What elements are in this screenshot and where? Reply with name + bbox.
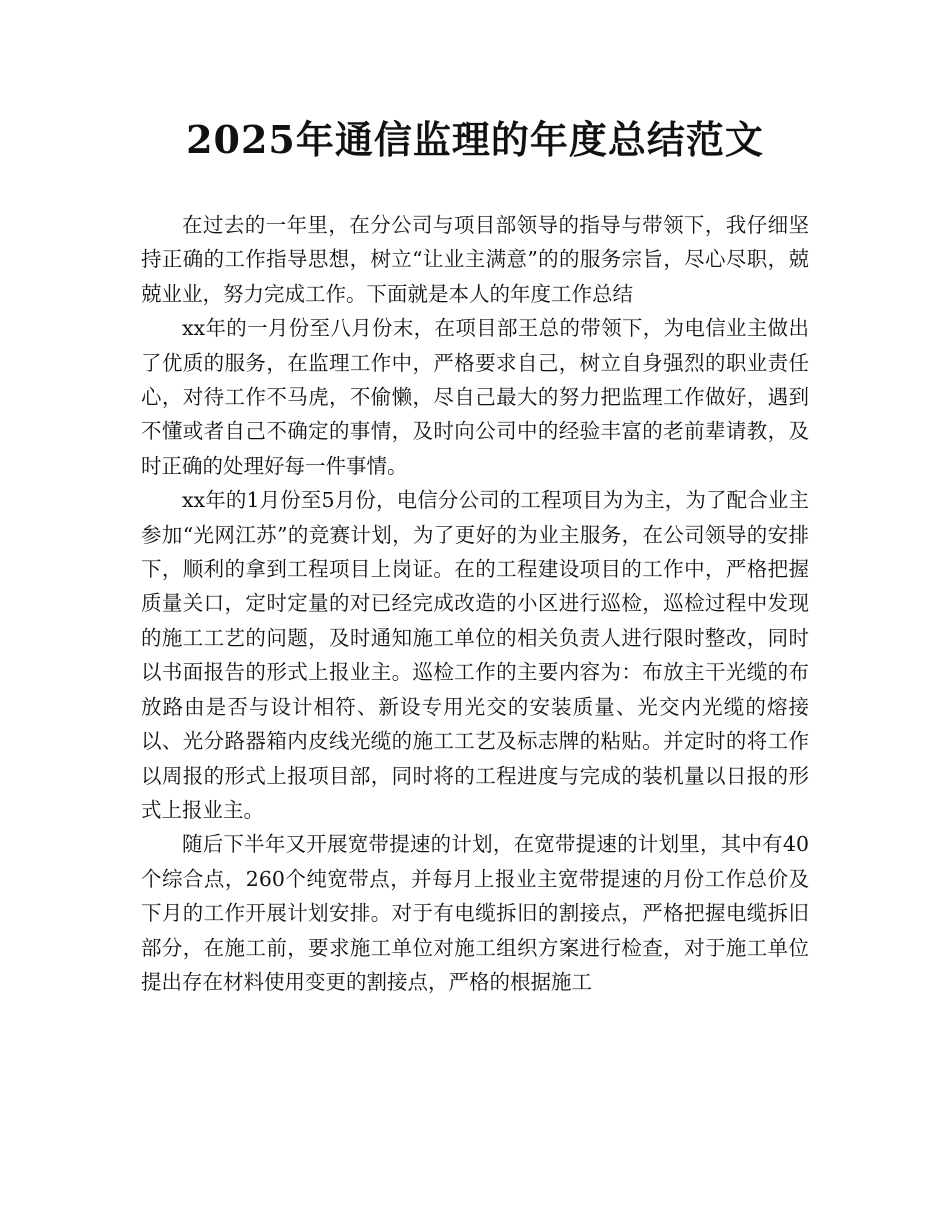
paragraph-4: 随后下半年又开展宽带提速的计划，在宽带提速的计划里，其中有40个综合点，260个纯宽带点，并每月上报业主宽带提速的月份工作总价及下月的工作开展计划安排。对于有电缆拆旧的割接点，严格把握电缆拆旧部分，在施工前，要求施工单位对施工组织方案进行检查，对于施工单位提出存在材料使用变更的割接点，严格的根据施工	[141, 832, 809, 994]
document-body	[141, 208, 809, 999]
paragraph-1: 在过去的一年里，在分公司与项目部领导的指导与带领下，我仔细坚持正确的工作指导思想，树立“让业主满意”的的服务宗旨，尽心尽职，兢兢业业，努力完成工作。下面就是本人的年度工作总结	[141, 213, 809, 306]
paragraph-3: xx年的1月份至5月份，电信分公司的工程项目为为主，为了配合业主参加“光网江苏”的竞赛计划，为了更好的为业主服务，在公司领导的安排下，顺利的拿到工程项目上岗证。在的工程建设项目的工作中，严格把握质量关口，定时定量的对已经完成改造的小区进行巡检，巡检过程中发现的施工工艺的问题，及时通知施工单位的相关负责人进行限时整改，同时以书面报告的形式上报业主。巡检工作的主要内容为：布放主干光缆的布放路由是否与设计相符、新设专用光交的安装质量、光交内光缆的熔接以、光分路器箱内皮线光缆的施工工艺及标志牌的粘贴。并定时的将工作以周报的形式上报项目部，同时将的工程进度与完成的装机量以日报的形式上报业主。	[141, 488, 809, 822]
paragraph-2: xx年的一月份至八月份末，在项目部王总的带领下，为电信业主做出了优质的服务，在监理工作中，严格要求自己，树立自身强烈的职业责任心，对待工作不马虎，不偷懒，尽自己最大的努力把监理工作做好，遇到不懂或者自己不确定的事情，及时向公司中的经验丰富的老前辈请教，及时正确的处理好每一件事情。	[141, 316, 809, 478]
document-title: 2025年通信监理的年度总结范文	[186, 117, 764, 162]
